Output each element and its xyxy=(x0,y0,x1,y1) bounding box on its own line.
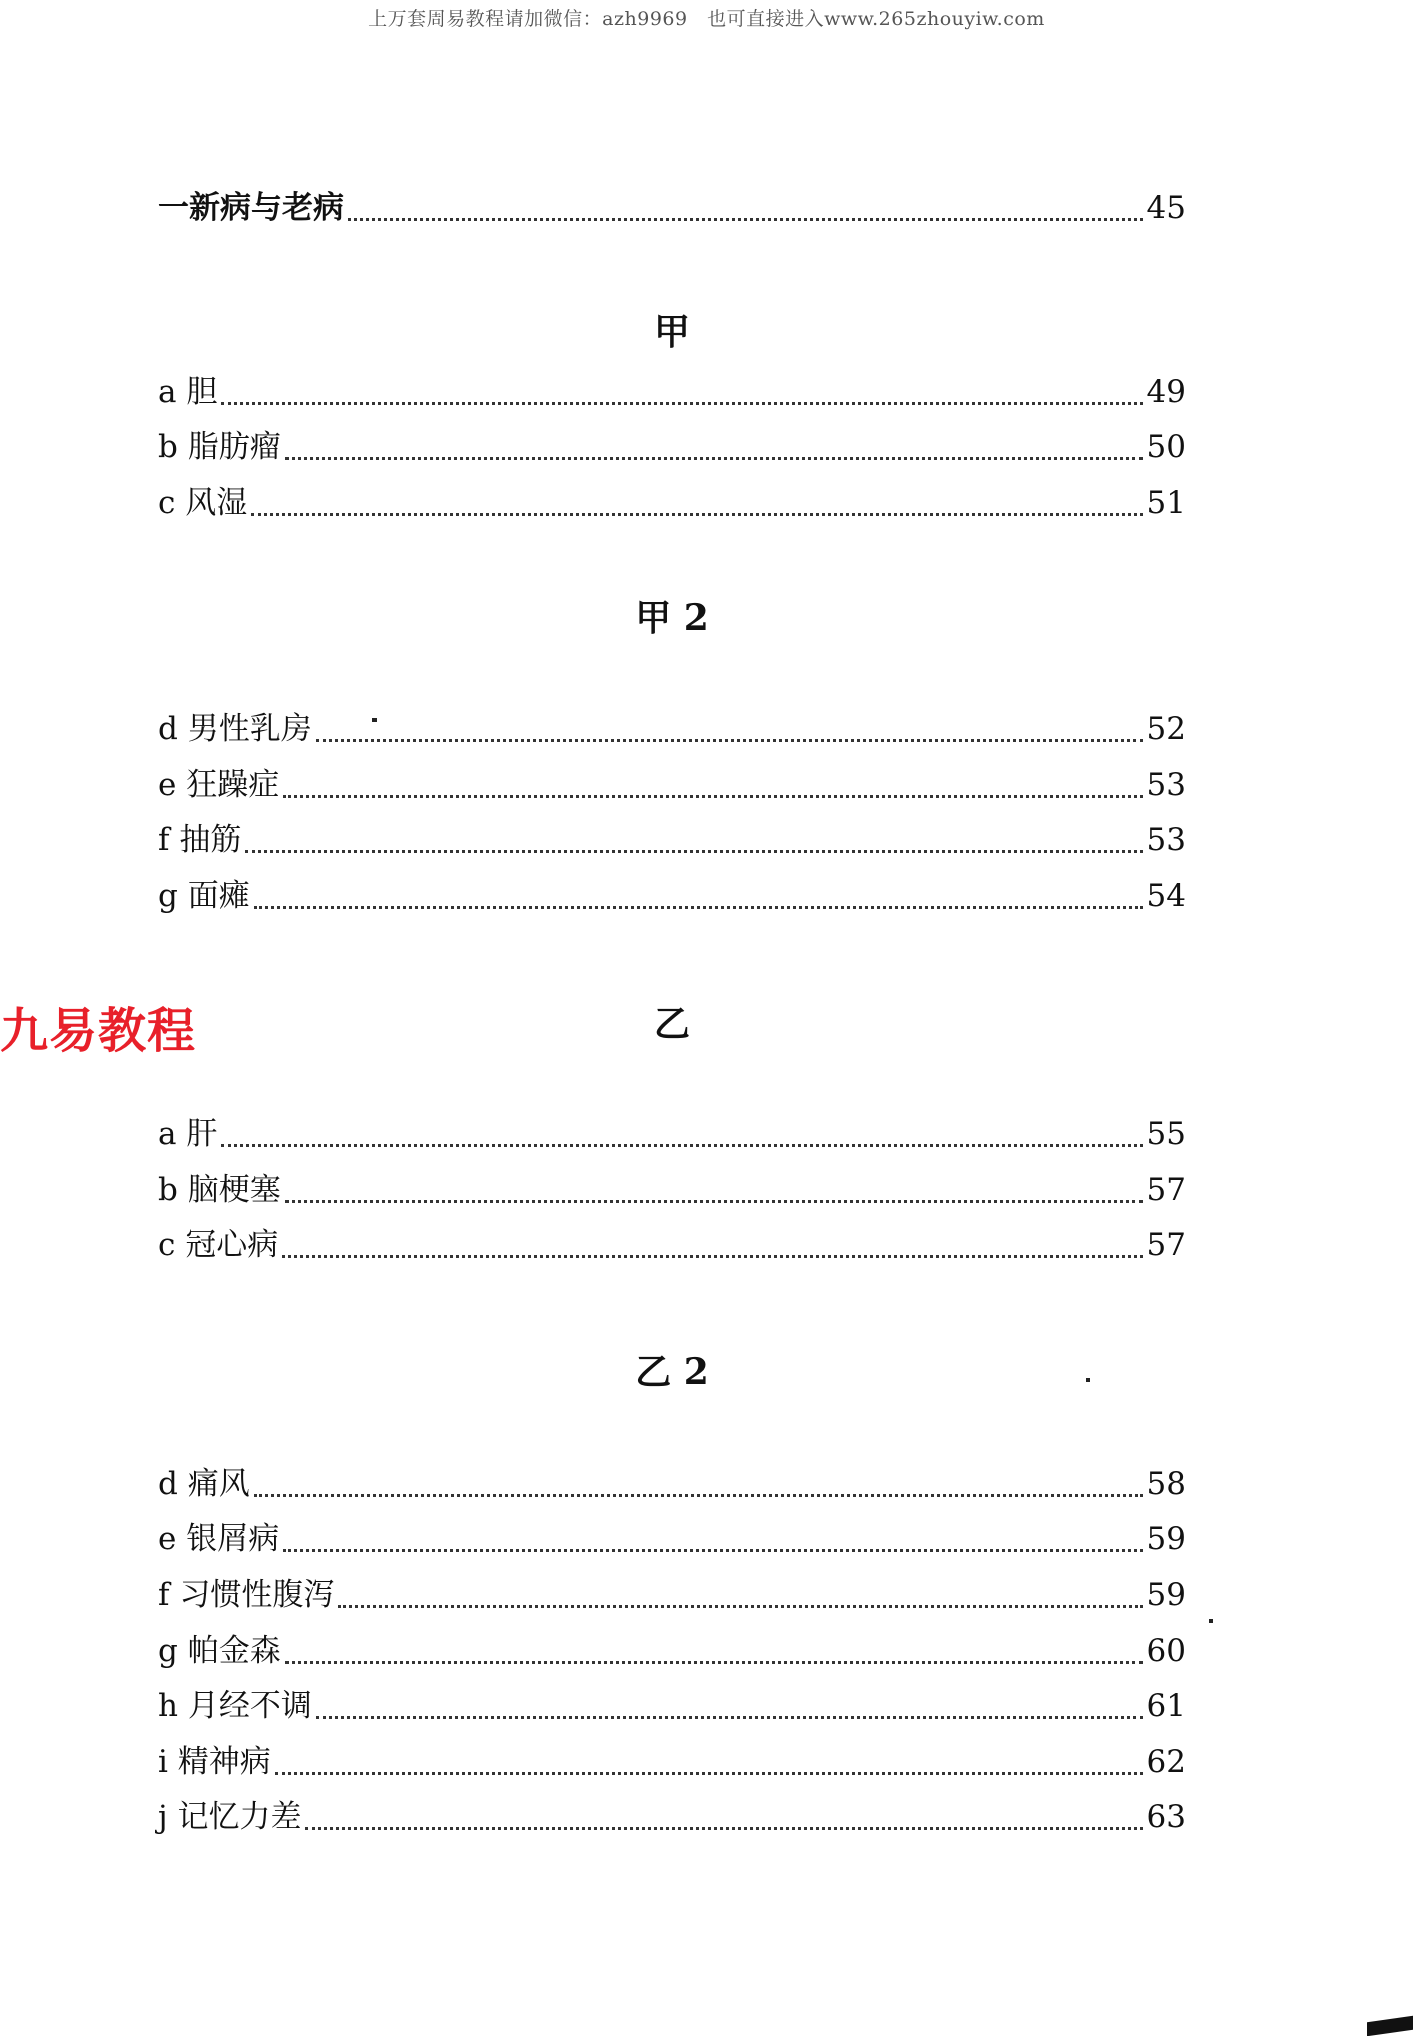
dot-leader xyxy=(275,1772,1143,1775)
header-banner: 上万套周易教程请加微信：azh9969 也可直接进入www.265zhouyiw.com xyxy=(368,8,1045,30)
dot-leader xyxy=(316,1716,1143,1719)
toc-entry xyxy=(158,425,1186,469)
toc-entry-label: g 帕金森 xyxy=(158,1633,281,1669)
section-heading: 甲 xyxy=(653,311,690,353)
toc-entry xyxy=(158,763,1186,807)
toc-entry-page: 59 xyxy=(1146,1577,1186,1613)
dot-leader xyxy=(338,1605,1142,1608)
toc-entry xyxy=(158,1573,1186,1617)
dot-leader xyxy=(285,1200,1143,1203)
toc-entry-label: b 脑梗塞 xyxy=(158,1172,281,1208)
toc-entry-page: 62 xyxy=(1146,1744,1186,1780)
scan-speck xyxy=(1209,1619,1213,1623)
toc-entry-label: a 肝 xyxy=(158,1116,218,1152)
toc-entry-label: i 精神病 xyxy=(158,1744,271,1780)
section-heading: 乙 2 xyxy=(635,1351,709,1393)
dot-leader xyxy=(221,402,1142,405)
dot-leader xyxy=(316,739,1143,742)
toc-entry xyxy=(158,818,1186,862)
toc-entry-page: 55 xyxy=(1146,1116,1186,1152)
toc-entry-page: 61 xyxy=(1146,1688,1186,1724)
toc-entry xyxy=(158,1517,1186,1561)
toc-entry xyxy=(158,1795,1186,1839)
dot-leader xyxy=(348,218,1143,221)
toc-entry-label: h 月经不调 xyxy=(158,1688,312,1724)
toc-entry-page: 57 xyxy=(1146,1227,1186,1263)
dot-leader xyxy=(283,1549,1142,1552)
toc-entry xyxy=(158,186,1186,230)
section-heading: 甲 2 xyxy=(635,597,709,639)
toc-entry xyxy=(158,707,1186,751)
toc-entry xyxy=(158,1223,1186,1267)
toc-entry-page: 50 xyxy=(1146,429,1186,465)
toc-entry xyxy=(158,1629,1186,1673)
dot-leader xyxy=(254,906,1143,909)
toc-entry-label: f 抽筋 xyxy=(158,822,242,858)
toc-entry-page: 53 xyxy=(1146,822,1186,858)
toc-entry-page: 52 xyxy=(1146,711,1186,747)
dot-leader xyxy=(285,1661,1143,1664)
dot-leader xyxy=(285,457,1143,460)
toc-entry-label: d 男性乳房 xyxy=(158,711,312,747)
toc-entry-page: 58 xyxy=(1146,1466,1186,1502)
toc-entry-label: a 胆 xyxy=(158,374,218,410)
toc-entry-label: b 脂肪瘤 xyxy=(158,429,281,465)
toc-entry-page: 60 xyxy=(1146,1633,1186,1669)
scan-speck xyxy=(1086,1378,1090,1382)
toc-entry-label: g 面瘫 xyxy=(158,878,250,914)
toc-entry-page: 53 xyxy=(1146,767,1186,803)
toc-entry-label: 一新病与老病 xyxy=(158,190,344,226)
dot-leader xyxy=(283,795,1142,798)
dot-leader xyxy=(282,1255,1142,1258)
scan-speck xyxy=(372,718,377,722)
toc-entry-page: 54 xyxy=(1146,878,1186,914)
toc-entry-page: 45 xyxy=(1146,190,1186,226)
dot-leader xyxy=(305,1827,1142,1830)
dot-leader xyxy=(251,513,1142,516)
toc-entry-page: 51 xyxy=(1146,485,1186,521)
toc-entry-page: 59 xyxy=(1146,1521,1186,1557)
toc-entry xyxy=(158,1684,1186,1728)
toc-entry xyxy=(158,370,1186,414)
toc-entry xyxy=(158,1740,1186,1784)
dot-leader xyxy=(254,1494,1143,1497)
toc-entry-label: e 狂躁症 xyxy=(158,767,280,803)
toc-entry-label: f 习惯性腹泻 xyxy=(158,1577,335,1613)
toc-entry-label: e 银屑病 xyxy=(158,1521,280,1557)
toc-entry-page: 57 xyxy=(1146,1172,1186,1208)
toc-entry xyxy=(158,1168,1186,1212)
watermark-logo: 九易教程 xyxy=(0,1003,197,1059)
toc-entry-label: d 痛风 xyxy=(158,1466,250,1502)
toc-entry-page: 49 xyxy=(1146,374,1186,410)
toc-entry-label: c 冠心病 xyxy=(158,1227,279,1263)
toc-entry-label: j 记忆力差 xyxy=(158,1799,302,1835)
dot-leader xyxy=(245,850,1142,853)
toc-entry-label: c 风湿 xyxy=(158,485,248,521)
toc-entry xyxy=(158,874,1186,918)
toc-entry xyxy=(158,1462,1186,1506)
toc-entry xyxy=(158,1112,1186,1156)
section-heading: 乙 xyxy=(653,1003,690,1045)
toc-entry-page: 63 xyxy=(1146,1799,1186,1835)
toc-entry xyxy=(158,481,1186,525)
dot-leader xyxy=(221,1144,1142,1147)
